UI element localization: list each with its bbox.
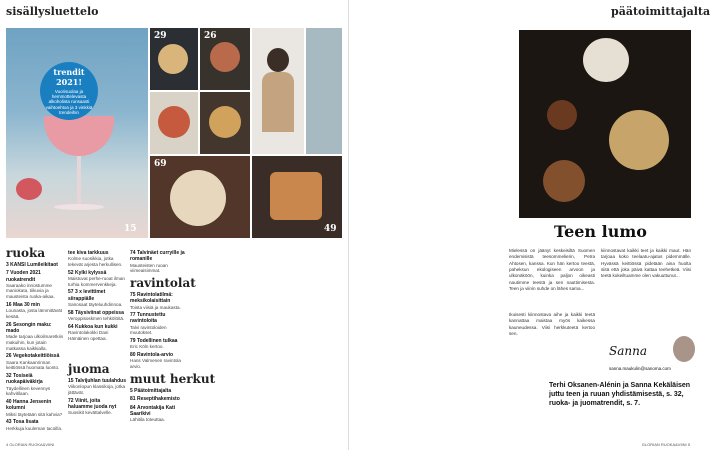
toc-title: Vuoden 2021 ruokatrendit <box>6 270 41 283</box>
food-photo-3 <box>150 92 198 154</box>
body-column-3: Ikuisesti kiinnostava aihe ja kaikki teetä kannattaa maistaa myös kaikessa kauneudessa. Viisi herkkuteetä kertoo sen. <box>509 312 595 336</box>
section-header: päätoimittajalta <box>611 5 710 18</box>
toc-num: 79 <box>130 338 136 345</box>
toc-title: Tunnustettu ravintoloita <box>130 312 166 325</box>
toc-item[interactable] <box>6 270 64 300</box>
toc-item[interactable] <box>130 405 188 423</box>
fruit-slice <box>16 178 42 200</box>
food-photo-6 <box>150 156 250 238</box>
toc-num: 80 <box>130 352 136 359</box>
toc-item[interactable] <box>68 324 126 342</box>
toc-desc: Saaraako innostumme maniokata, tiikuvia ja mausteista ruoka-aikaa. <box>6 282 55 300</box>
toc-desc: Maistuvat perhe-ruoat ilman turhia kommervenkkeja. <box>68 275 125 287</box>
author-portrait <box>609 336 695 376</box>
toc-title: tee kiva tarkkuus <box>68 250 109 256</box>
toc-num: 5 <box>130 388 133 394</box>
toc-num: 57 <box>68 289 74 296</box>
toc-title: Kylki kylyssä <box>74 269 107 276</box>
toc-num: 43 <box>6 419 12 426</box>
glass-base <box>54 204 104 210</box>
toc-mid <box>68 250 126 343</box>
toc-juoma <box>68 378 126 418</box>
toc-num: 81 <box>130 396 136 403</box>
toc-item[interactable] <box>130 250 188 274</box>
author-email[interactable]: sanna.maukulin@sanoma.com <box>609 366 671 371</box>
toc-item[interactable] <box>130 312 188 336</box>
food-photo-5 <box>306 28 342 154</box>
toc-num: 26 <box>6 353 12 360</box>
glass-stem <box>77 156 81 208</box>
toc-ravintolat-top <box>130 250 188 276</box>
tea-dish-shape <box>543 160 585 202</box>
toc-num: 58 <box>68 309 74 316</box>
toc-title: Arvontakija Kati Saarikivi <box>130 404 176 417</box>
tea-bowl-shape <box>609 110 669 170</box>
toc-item[interactable] <box>68 378 126 396</box>
toc-title: Hanna Jensenin kolumni <box>6 399 52 412</box>
section-header: sisällysluettelo <box>6 5 99 18</box>
toc-item[interactable] <box>6 419 64 431</box>
toc-num: 84 <box>130 404 136 411</box>
toc-ruoka <box>6 262 64 433</box>
toc-num: 77 <box>130 312 136 319</box>
toc-desc: Kolme suosikkia, jotka tekevät arjesta herkullisen. <box>68 256 123 267</box>
toc-title: Talvijuhlan tuulahdus <box>74 378 126 384</box>
toc-num: 7 <box>6 270 9 277</box>
toc-item[interactable] <box>68 250 126 268</box>
chef-portrait-photo <box>252 28 304 154</box>
toc-desc: Saara Kankaanrinnan keittiössä huomata luonto. <box>6 359 60 371</box>
toc-item[interactable] <box>6 322 64 352</box>
toc-title: Sesongin maku: mado <box>6 321 52 334</box>
toc-title: Tosa lisata <box>12 419 39 426</box>
toc-desc: Viikonlopun klassikoja, jotka jättävät. <box>68 384 126 395</box>
toc-item[interactable] <box>130 292 188 310</box>
tea-photo <box>519 30 691 218</box>
toc-title: Täysiviinat oppeissa <box>74 309 124 316</box>
toc-item[interactable] <box>6 399 64 417</box>
trends-badge[interactable] <box>40 62 98 120</box>
page-number-label: 29 <box>154 31 167 41</box>
toc-desc: Sanosaat täyteluuhdinnoa. <box>68 301 123 307</box>
toc-title: Kukkoa kun kukki <box>74 323 118 330</box>
toc-item[interactable] <box>6 262 64 268</box>
food-photo-4 <box>200 92 250 154</box>
page-footer-left: 4 GLORIAN RUOKA&VIINI <box>6 442 55 447</box>
toc-num: 16 <box>6 301 12 308</box>
toc-desc: Suosikit kevättalvelle. <box>68 410 112 416</box>
toc-title: 3 x levittimet siirappiälle <box>68 289 106 302</box>
toc-num: 15 <box>68 378 74 384</box>
page-number-label: 26 <box>204 31 217 41</box>
category-ravintolat: ravintolat <box>130 276 196 290</box>
food-photo-7 <box>252 156 342 238</box>
food-photo-1 <box>150 28 198 90</box>
tea-cup-shape <box>547 100 577 130</box>
body-column-2: kiinnostavat kaikki teet ja kaikki maut. Hän tarjoaa koko teelaatu-ajatus pidemmälle. Hyvässä keittiössä pidetään aina huolta siitä että joka päivä kattaa teehetkeä. Viisi teetä kokeiltuamme olen vakuuttunut... <box>601 248 691 279</box>
page-number-label: 15 <box>124 224 137 234</box>
editorial-caption: Terhi Oksanen-Alénin ja Sanna Kekäläisen juttu teen ja ruuan yhdistämisestä, s. 32, ruoka- ja juomatrendit, s. 7. <box>549 382 691 407</box>
toc-num: 74 <box>130 250 136 256</box>
toc-item[interactable] <box>130 338 188 350</box>
photo-collage <box>6 28 342 238</box>
right-page <box>348 0 710 450</box>
food-photo-2 <box>200 28 250 90</box>
toc-item[interactable] <box>6 302 64 320</box>
toc-ravintolat <box>130 292 188 372</box>
toc-num: 26 <box>6 321 12 328</box>
toc-desc: Lounasta, josta lämmittävät kesää. <box>6 308 62 319</box>
toc-desc: Lähitila toteuttaa. <box>130 417 165 422</box>
toc-item[interactable] <box>68 289 126 307</box>
toc-title: Ravintolatilmä: meksikolaisittain <box>130 292 173 305</box>
toc-title: Päätoimittajalta <box>134 388 172 394</box>
toc-item[interactable] <box>6 373 64 397</box>
badge-title: trendit 2021! <box>53 66 85 87</box>
toc-desc: Täydellinen kevennys kahvitilaan. <box>6 385 51 397</box>
toc-item[interactable] <box>130 352 188 370</box>
toc-title: Vegekotakeittiöissä <box>12 353 60 360</box>
author-photo <box>673 336 695 362</box>
toc-num: 75 <box>130 292 136 298</box>
toc-item[interactable] <box>68 310 126 322</box>
author-signature: Sanna <box>609 344 647 358</box>
toc-num: 64 <box>68 323 74 330</box>
body-column-1: Mielessä on jäänyt keskeisiltä Suomen endemisistä teesommelierin, Petra Ahtosen, kanssa. Kun hän kertoo teestä, paheksun ekologiseen arvoon ja ulkonäköön, kuinka paljon oikeasti nautimme teestä ja sen nauttimisesta. Teen ja viinin suhde on lähes sama... <box>509 248 595 291</box>
toc-item[interactable] <box>130 396 188 402</box>
toc-desc: Made tarjoaa ulkoilmaretkiin makuihin, kun jotain matkassa kaikkialla. <box>6 334 64 351</box>
toc-item[interactable] <box>68 398 126 416</box>
toc-muut <box>130 388 188 425</box>
left-page <box>0 0 348 450</box>
teapot-shape <box>583 38 629 82</box>
toc-desc: Ravintolakokki Dani Hämäinen opettaa. <box>68 329 109 341</box>
toc-desc: Toista viisiä ja maukasta. <box>130 304 181 310</box>
toc-desc: Mausteisten ruoan viimeaisimmat. <box>130 262 168 274</box>
toc-num: 52 <box>68 269 74 276</box>
toc-desc: Herkkuja kuuleman tacoilla. <box>6 425 63 431</box>
toc-num: 3 <box>6 262 9 268</box>
toc-desc: Veroppisoskmen tehkölöitä. <box>68 315 125 321</box>
toc-num: 32 <box>6 373 12 380</box>
page-number-label: 69 <box>154 159 167 169</box>
toc-desc: Eric Köln kertoo. <box>130 344 164 350</box>
page-headline: Teen lumo <box>554 222 647 241</box>
category-muut-herkut: muut herkut <box>130 372 216 386</box>
page-footer-right: GLORIAN RUOKA&VIINI 5 <box>641 442 690 447</box>
toc-title: Tosiseiä ruokapäiväkirja <box>6 373 43 386</box>
toc-title: Reseptihakemisto <box>136 396 180 403</box>
toc-title: KANSI Lumileikitaot <box>10 262 58 268</box>
toc-desc: Miksi täytetään sitä kahvia? <box>6 411 63 417</box>
category-ruoka: ruoka <box>6 246 46 260</box>
category-juoma: juoma <box>68 362 110 376</box>
cocktail-glass <box>44 116 114 156</box>
toc-item[interactable] <box>6 353 64 371</box>
toc-title: Talvinäet curryille ja romanille <box>130 250 185 263</box>
toc-desc: Talvi ravintoloiden muutokset. <box>130 324 167 336</box>
badge-text: Vuorisuolaa ja hemmottelevasta alkoholista runsaasti vaihtoehtoa ja 3 vinkkiä trendeihin <box>45 88 93 116</box>
toc-title: Maa 30 min <box>12 301 40 308</box>
toc-title: Viinit, joita haluamme juoda nyt <box>68 397 117 410</box>
cocktail-photo <box>6 28 148 238</box>
toc-desc: Hans Valmenen ravintola arvio. <box>130 358 181 370</box>
toc-item[interactable] <box>68 270 126 288</box>
toc-title: Todellinen tulkaa <box>136 338 178 345</box>
toc-title: Ravintola-arvio <box>136 352 174 359</box>
toc-num: 40 <box>6 399 12 406</box>
toc-item[interactable] <box>130 388 188 394</box>
toc-num: 72 <box>68 397 74 404</box>
page-number-label: 49 <box>324 224 337 234</box>
